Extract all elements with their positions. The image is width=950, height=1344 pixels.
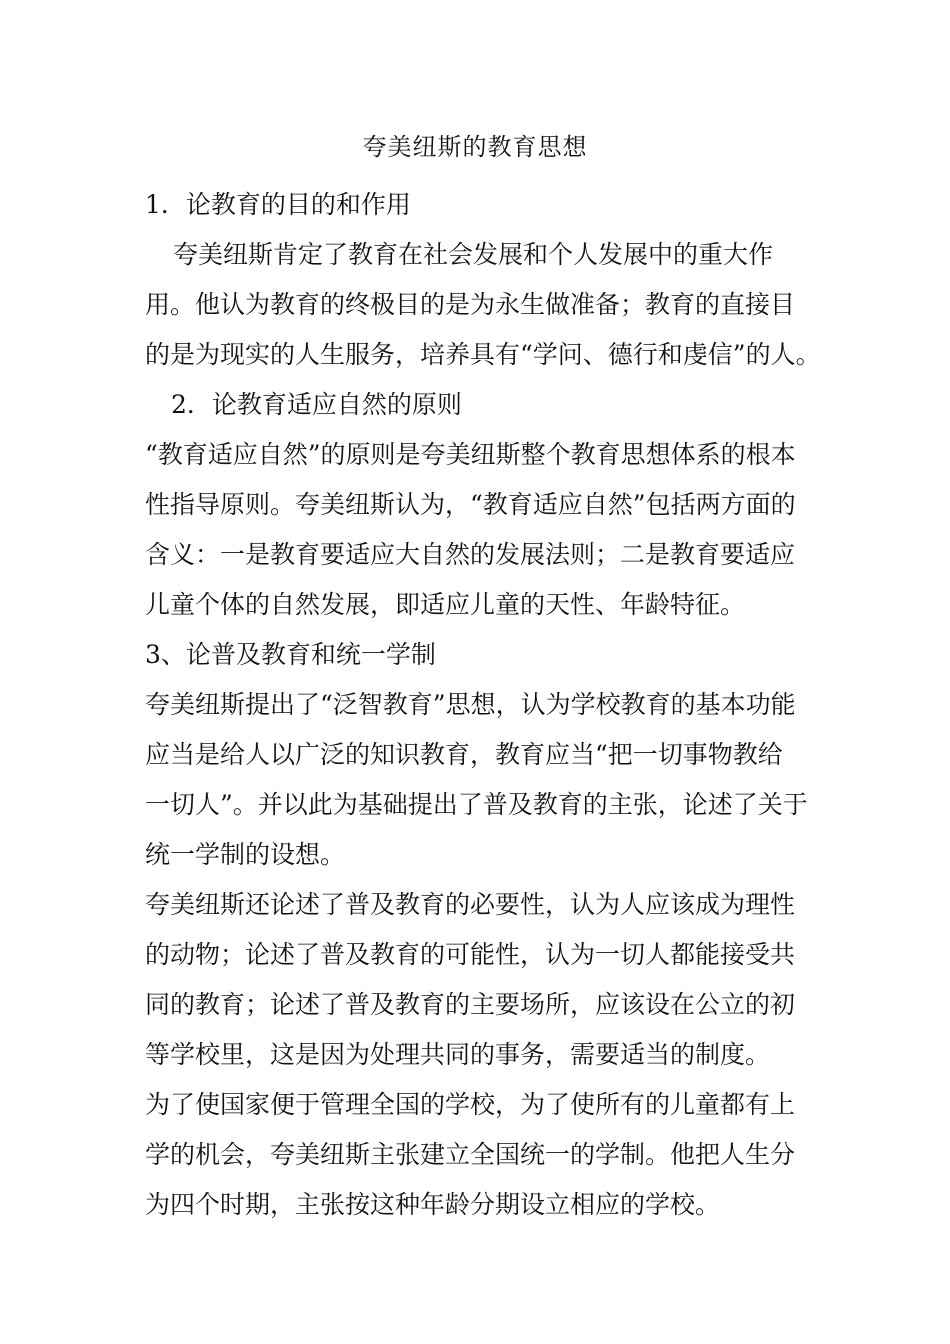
paragraph-line: 的是为现实的人生服务，培养具有“学问、德行和虔信”的人。 <box>145 340 821 369</box>
paragraph-line: 为了使国家便于管理全国的学校，为了使所有的儿童都有上 <box>145 1090 796 1119</box>
paragraph-line: 的动物；论述了普及教育的可能性，认为一切人都能接受共 <box>145 940 796 969</box>
document-body <box>145 180 821 1230</box>
paragraph-line: 用。他认为教育的终极目的是为永生做准备；教育的直接目 <box>145 290 796 319</box>
section-heading-1: 1．论教育的目的和作用 <box>145 190 411 219</box>
paragraph-line: 夸美纽斯提出了“泛智教育”思想，认为学校教育的基本功能 <box>145 690 796 719</box>
paragraph-line: 夸美纽斯还论述了普及教育的必要性，认为人应该成为理性 <box>145 890 796 919</box>
paragraph-line: 夸美纽斯肯定了教育在社会发展和个人发展中的重大作 <box>173 240 774 269</box>
paragraph-line: 性指导原则。夸美纽斯认为，“教育适应自然”包括两方面的 <box>145 490 796 519</box>
section-heading-2: 2．论教育适应自然的原则 <box>171 390 462 419</box>
paragraph-line: 儿童个体的自然发展，即适应儿童的天性、年龄特征。 <box>145 590 746 619</box>
paragraph-line: 为四个时期，主张按这种年龄分期设立相应的学校。 <box>145 1190 721 1219</box>
paragraph-line: 同的教育；论述了普及教育的主要场所，应该设在公立的初 <box>145 990 796 1019</box>
section-heading-3: 3、论普及教育和统一学制 <box>145 640 436 669</box>
paragraph-line: 应当是给人以广泛的知识教育，教育应当“把一切事物教给 <box>145 740 783 769</box>
paragraph-line: 等学校里，这是因为处理共同的事务，需要适当的制度。 <box>145 1040 771 1069</box>
paragraph-line: 统一学制的设想。 <box>145 840 346 869</box>
paragraph-line: “教育适应自然”的原则是夸美纽斯整个教育思想体系的根本 <box>145 440 796 469</box>
document-title: 夸美纽斯的教育思想 <box>362 133 588 161</box>
paragraph-line: 含义：一是教育要适应大自然的发展法则；二是教育要适应 <box>145 540 796 569</box>
paragraph-line: 学的机会，夸美纽斯主张建立全国统一的学制。他把人生分 <box>145 1140 796 1169</box>
paragraph-line: 一切人”。并以此为基础提出了普及教育的主张，论述了关于 <box>145 790 808 819</box>
